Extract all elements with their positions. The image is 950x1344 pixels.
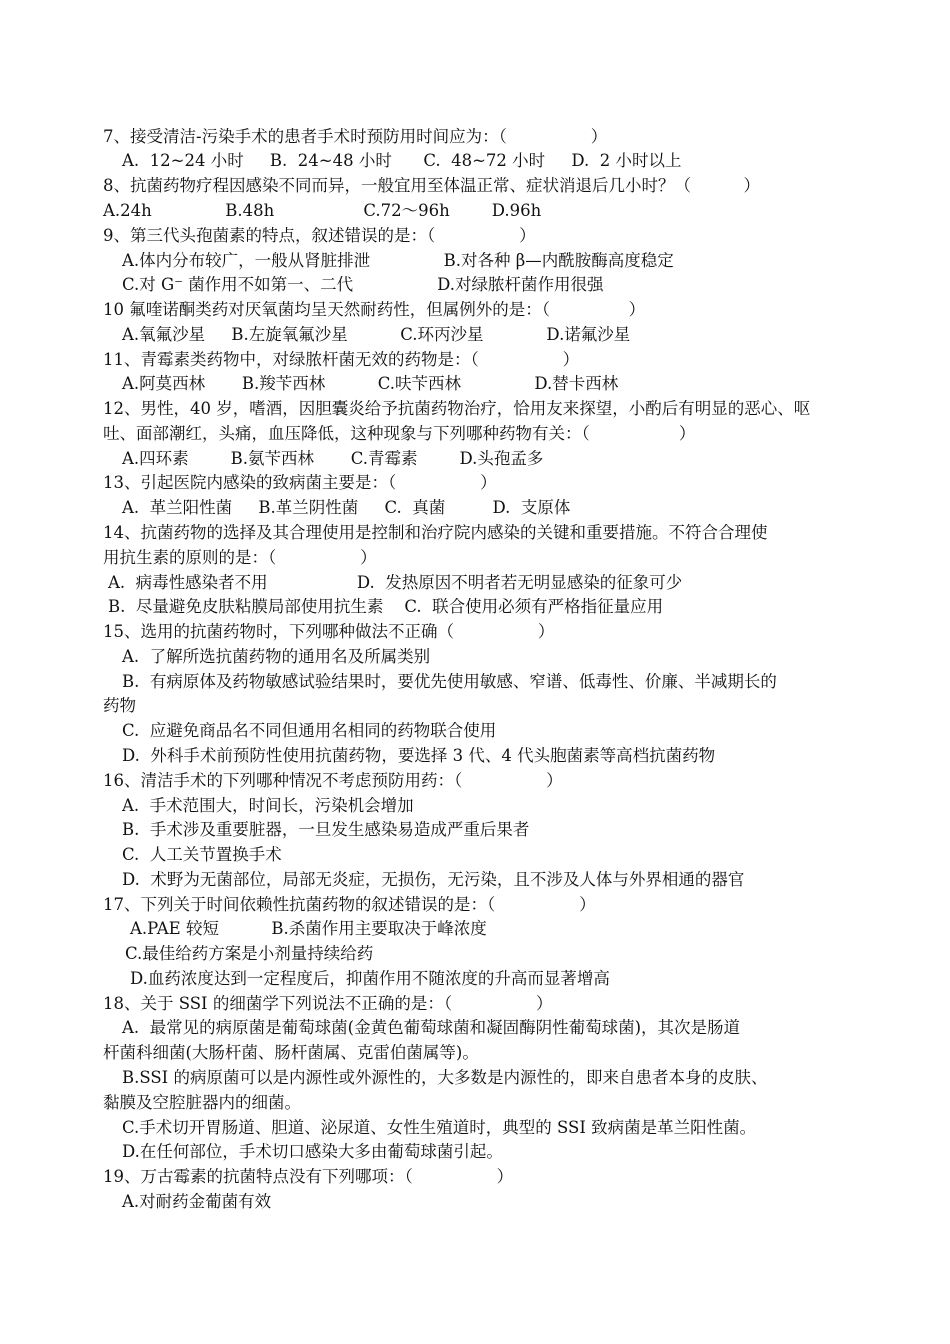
question-18-option-c: C.手术切开胃肠道、胆道、泌尿道、女性生殖道时，典型的 SSI 致病菌是革兰阳性菌。 [122, 1118, 757, 1137]
question-10-options: A.氧氟沙星 B.左旋氧氟沙星 C.环丙沙星 D.诺氟沙星 [122, 325, 631, 344]
question-15-option-a: A. 了解所选抗菌药物的通用名及所属类别 [122, 647, 431, 666]
question-14-cont: 用抗生素的原则的是：（ ） [103, 548, 377, 567]
question-9-options-cd: C.对 G⁻ 菌作用不如第一、二代 D.对绿脓杆菌作用很强 [122, 275, 604, 294]
question-7: 7、接受清洁-污染手术的患者手术时预防用时间应为：（ ） [103, 127, 608, 146]
question-15-option-b-cont: 药物 [103, 696, 136, 715]
question-17-option-d: D.血药浓度达到一定程度后，抑菌作用不随浓度的升高而显著增高 [130, 969, 610, 988]
question-18-option-a: A. 最常见的病原菌是葡萄球菌(金黄色葡萄球菌和凝固酶阴性葡萄球菌)，其次是肠道 [122, 1018, 741, 1037]
question-9: 9、第三代头孢菌素的特点，叙述错误的是：（ ） [103, 226, 536, 245]
question-9-options-ab: A.体内分布较广，一般从肾脏排泄 B.对各种 β—内酰胺酶高度稳定 [122, 251, 674, 270]
question-8-options: A.24h B.48h C.72～96h D.96h [103, 201, 542, 220]
question-14: 14、抗菌药物的选择及其合理使用是控制和治疗院内感染的关键和重要措施。不符合合理使 [103, 523, 768, 542]
question-16-option-c: C. 人工关节置换手术 [122, 845, 282, 864]
question-17-options-ab: A.PAE 较短 B.杀菌作用主要取决于峰浓度 [130, 919, 487, 938]
question-17: 17、下列关于时间依赖性抗菌药物的叙述错误的是：（ ） [103, 895, 596, 914]
question-16: 16、清洁手术的下列哪种情况不考虑预防用药：（ ） [103, 771, 563, 790]
question-12-cont: 吐、面部潮红，头痛，血压降低，这种现象与下列哪种药物有关：（ ） [103, 424, 696, 443]
question-19: 19、万古霉素的抗菌特点没有下列哪项：（ ） [103, 1167, 514, 1186]
question-17-option-c: C.最佳给药方案是小剂量持续给药 [125, 944, 374, 963]
question-11: 11、青霉素类药物中，对绿脓杆菌无效的药物是：（ ） [103, 350, 580, 369]
question-13: 13、引起医院内感染的致病菌主要是：（ ） [103, 473, 497, 492]
question-15-option-b: B. 有病原体及药物敏感试验结果时，要优先使用敏感、窄谱、低毒性、价廉、半减期长的 [122, 672, 777, 691]
question-15: 15、选用的抗菌药物时，下列哪种做法不正确（ ） [103, 622, 555, 641]
question-12: 12、男性，40 岁，嗜酒，因胆囊炎给予抗菌药物治疗，恰用友来探望，小酌后有明显的恶心、呕 [103, 399, 811, 418]
question-14-options-bc: B. 尽量避免皮肤粘膜局部使用抗生素 C. 联合使用必须有严格指征量应用 [108, 597, 664, 616]
question-7-options: A. 12~24 小时 B. 24~48 小时 C. 48~72 小时 D. 2 小时以上 [122, 151, 682, 170]
question-16-option-d: D. 术野为无菌部位，局部无炎症，无损伤，无污染，且不涉及人体与外界相通的器官 [122, 870, 745, 889]
question-19-option-a: A.对耐药金葡菌有效 [122, 1192, 272, 1211]
question-13-options: A. 革兰阳性菌 B.革兰阴性菌 C. 真菌 D. 支原体 [122, 498, 571, 517]
question-18-option-a-cont: 杆菌科细菌(大肠杆菌、肠杆菌属、克雷伯菌属等)。 [103, 1043, 479, 1062]
question-18-option-b: B.SSI 的病原菌可以是内源性或外源性的，大多数是内源性的，即来自患者本身的皮肤、 [122, 1068, 768, 1087]
question-15-option-d: D. 外科手术前预防性使用抗菌药物，要选择 3 代、4 代头胞菌素等高档抗菌药物 [122, 746, 716, 765]
question-15-option-c: C. 应避免商品名不同但通用名相同的药物联合使用 [122, 721, 497, 740]
question-11-options: A.阿莫西林 B.羧苄西林 C.呋苄西林 D.替卡西林 [122, 374, 619, 393]
question-10: 10 氟喹诺酮类药对厌氧菌均呈天然耐药性，但属例外的是：（ ） [103, 300, 646, 319]
question-14-options-ad: A. 病毒性感染者不用 D. 发热原因不明者若无明显感染的征象可少 [108, 573, 683, 592]
question-16-option-a: A. 手术范围大，时间长，污染机会增加 [122, 796, 414, 815]
question-18: 18、关于 SSI 的细菌学下列说法不正确的是：（ ） [103, 994, 553, 1013]
question-8: 8、抗菌药物疗程因感染不同而异，一般宜用至体温正常、症状消退后几小时？（ ） [103, 176, 760, 195]
question-18-option-b-cont: 黏膜及空腔脏器内的细菌。 [103, 1093, 301, 1112]
question-16-option-b: B. 手术涉及重要脏器，一旦发生感染易造成严重后果者 [122, 820, 530, 839]
question-12-options: A.四环素 B.氨苄西林 C.青霉素 D.头孢孟多 [122, 449, 544, 468]
question-18-option-d: D.在任何部位，手术切口感染大多由葡萄球菌引起。 [122, 1142, 503, 1161]
